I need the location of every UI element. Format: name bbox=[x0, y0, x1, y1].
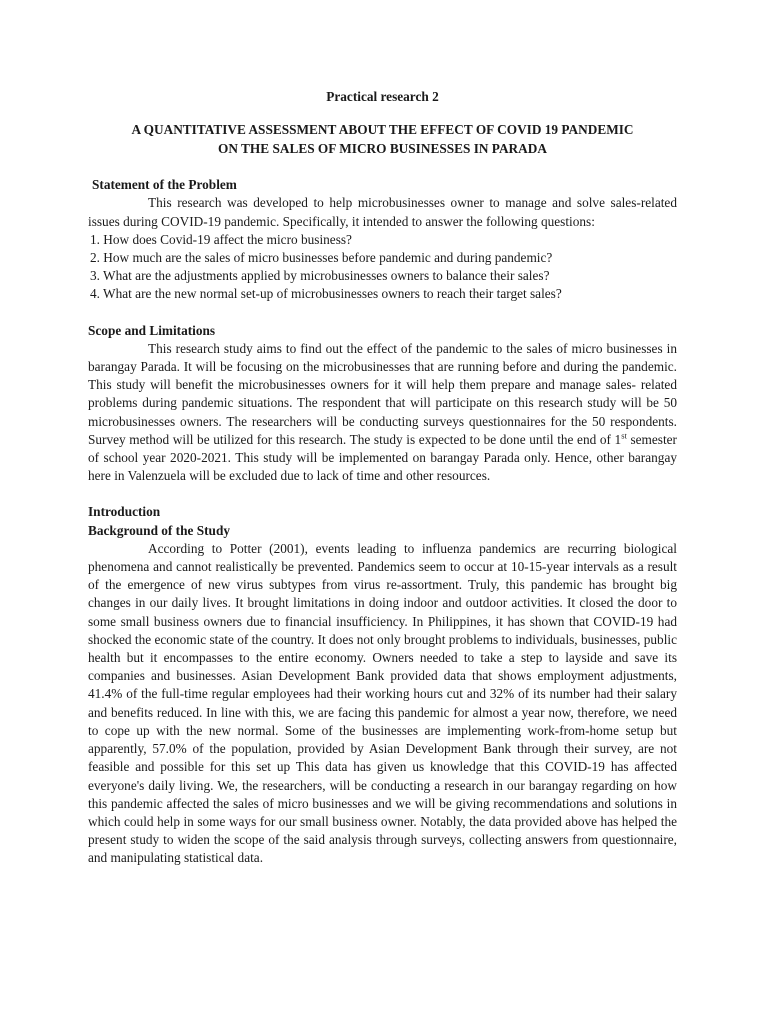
ordinal-suffix: st bbox=[621, 430, 627, 441]
scope-text-part-2: semester of school year 2020-2021. This study will be implemented on barangay Parada only. Hence, other barangay here in Valenzuela will be excluded due to lack of time and other resources. bbox=[88, 431, 677, 484]
statement-heading: Statement of the Problem bbox=[92, 177, 237, 193]
scope-heading: Scope and Limitations bbox=[88, 322, 216, 338]
course-title: Practical research 2 bbox=[326, 89, 439, 104]
research-title-line-2: ON THE SALES OF MICRO BUSINESSES IN PARADA bbox=[218, 141, 547, 157]
research-question: 1. How does Covid-19 affect the micro business? bbox=[90, 231, 352, 247]
scope-text-part-1: This research study aims to find out the effect of the pandemic to the sales of micro businesses in barangay Parada. It will be focusing on the microbusinesses that are running before and during the pandemic. This study will benefit the microbusinesses owners for it will help them prepare and manage sales- related problems during pandemic situations. The respondent that will participate on this research study will be 50 microbusinesses owners. The researchers will be conducting surveys questionnaires for the 50 respondents. Survey method will be utilized for this research. The study is expected to be done until the end of 1 bbox=[88, 340, 677, 447]
scope-paragraph bbox=[88, 340, 677, 486]
introduction-heading: Introduction bbox=[88, 504, 161, 520]
research-question: 3. What are the adjustments applied by microbusinesses owners to balance their sales? bbox=[90, 268, 550, 284]
research-question: 4. What are the new normal set-up of microbusinesses owners to reach their target sales? bbox=[90, 286, 562, 302]
background-heading: Background of the Study bbox=[88, 522, 230, 538]
statement-paragraph: This research was developed to help microbusinesses owner to manage and solve sales-related issues during COVID-19 pandemic. Specifically, it intended to answer the following questions: bbox=[88, 195, 677, 229]
scope-limitations-section bbox=[88, 322, 677, 486]
research-title bbox=[88, 120, 677, 158]
document-page bbox=[88, 88, 677, 868]
research-question: 2. How much are the sales of micro businesses before pandemic and during pandemic? bbox=[90, 250, 553, 266]
research-title-line-1: A QUANTITATIVE ASSESSMENT ABOUT THE EFFECT OF COVID 19 PANDEMIC bbox=[131, 122, 634, 138]
research-questions-list bbox=[88, 231, 677, 304]
statement-of-problem-section bbox=[88, 176, 677, 303]
introduction-section bbox=[88, 503, 677, 867]
background-paragraph: According to Potter (2001), events leading to influenza pandemics are recurring biological phenomena and cannot realistically be prevented. Pandemics seem to occur at 10-15-year intervals as a result of the emergence of new virus subtypes from virus re-assortment. Truly, this pandemic has brought big changes in our daily lives. It brought limitations in doing indoor and outdoor activities. It closed the door to some small business owners due to financial insufficiency. In Philippines, it has shown that COVID-19 had shocked the economic state of the country. It does not only brought problems to individuals, businesses, public health but it encompasses to the entire economy. Owners needed to take a step to layside and save its companies and businesses. Asian Development Bank provided data that shows employment adjustments, 41.4% of the full-time regular employees had their working hours cut and 32% of its number had their salary and benefits reduced. In line with this, we are facing this pandemic for almost a year now, therefore, we need to cope up with the new normal. Some of the businesses are implementing work-from-home setup but apparently, 57.0% of the population, provided by Asian Development Bank through their survey, are not feasible and possible for this set up This data has given us knowledge that this COVID-19 has affected everyone's daily living. We, the researchers, will be conducting a research in our barangay regarding on how this pandemic affected the sales of micro businesses and we will be giving recommendations and solutions in which could help in some ways for our small business owner. Notably, the data provided above has helped the present study to widen the scope of the said analysis through surveys, collecting answers from questionnaire, and manipulating statistical data. bbox=[88, 540, 677, 866]
